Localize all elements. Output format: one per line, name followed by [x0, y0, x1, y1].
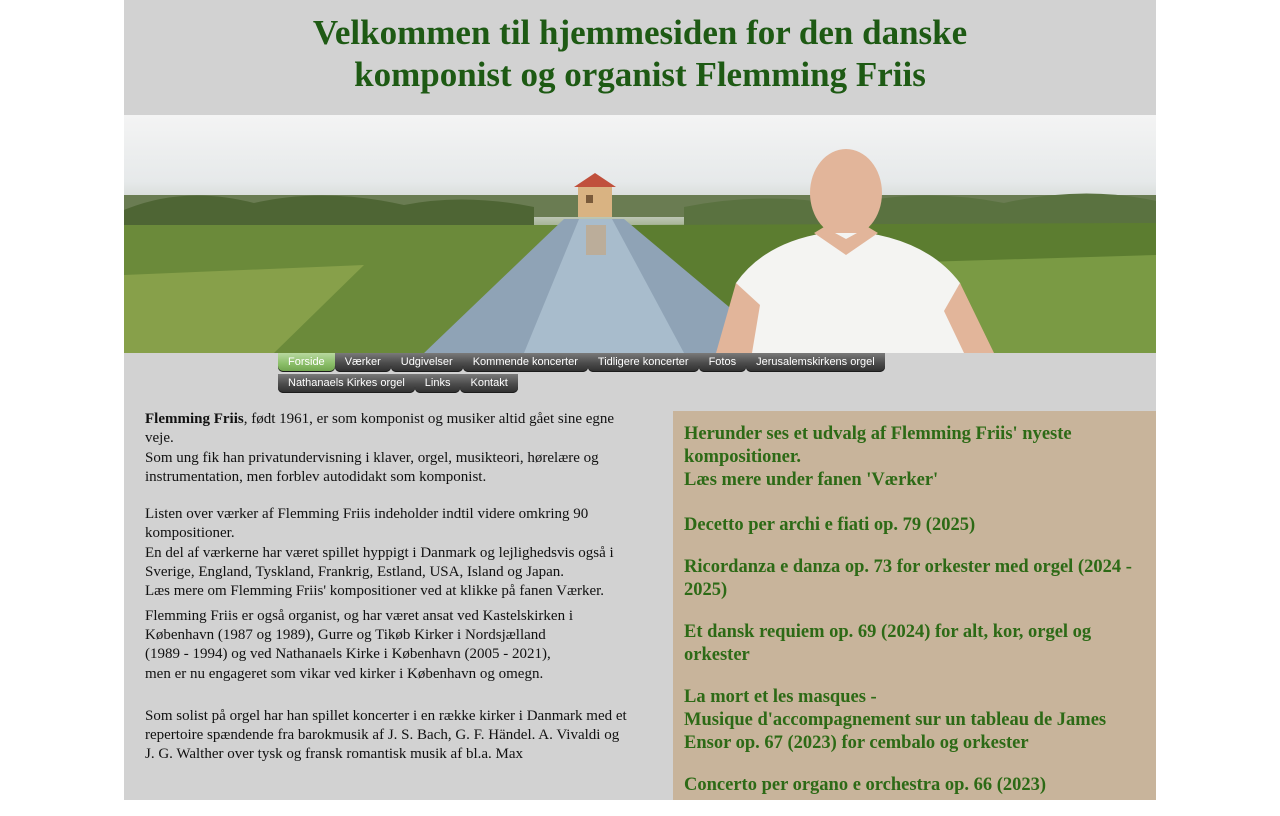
tab-nathanaels-kirkes-orgel[interactable]: Nathanaels Kirkes orgel — [278, 374, 415, 393]
tab-vaerker[interactable]: Værker — [335, 353, 391, 372]
tab-jerusalemskirkens-orgel[interactable]: Jerusalemskirkens orgel — [746, 353, 885, 372]
tab-kontakt[interactable]: Kontakt — [460, 374, 517, 393]
work-item: Et dansk requiem op. 69 (2024) for alt, kor, orgel og orkester — [684, 622, 1092, 665]
works-intro-line1: Herunder ses et udvalg af Flemming Friis' nyeste kompositioner. — [684, 424, 1072, 467]
tab-forside[interactable]: Forside — [278, 353, 335, 372]
work-item: Ricordanza e danza op. 73 for orkester med orgel (2024 - 2025) — [684, 557, 1132, 600]
work-item-subtitle: Musique d'accompagnement sur un tableau de James Ensor op. 67 (2023) for cembalo og orkester — [684, 710, 1107, 753]
bio-paragraph-3 — [145, 607, 631, 684]
page-title-line1: Velkommen til hjemmesiden for den danske — [312, 13, 968, 52]
works-list — [684, 423, 1144, 816]
bio-organist-2: (1989 - 1994) og ved Nathanaels Kirke i København (2005 - 2021), — [145, 646, 551, 663]
bio-works-readmore: Læs mere om Flemming Friis' kompositioner ved at klikke på fanen Værker. — [145, 583, 605, 600]
banner-image — [124, 115, 1156, 353]
work-item: La mort et les masques - — [684, 687, 877, 707]
nav-row-1 — [278, 353, 885, 373]
bio-paragraph-1 — [145, 410, 631, 487]
nav-row-2 — [278, 374, 518, 394]
work-item-group — [684, 686, 1144, 755]
tab-fotos[interactable]: Fotos — [699, 353, 747, 372]
page-title-line2: komponist og organist Flemming Friis — [354, 55, 926, 94]
works-intro — [684, 423, 1144, 492]
bio-organist-3: men er nu engageret som vikar ved kirker i København og omegn. — [145, 665, 544, 682]
bio-works-count: Listen over værker af Flemming Friis indeholder indtil videre omkring 90 kompositioner. — [145, 506, 589, 542]
tab-udgivelser[interactable]: Udgivelser — [391, 353, 463, 372]
bio-intro — [145, 410, 631, 449]
banner-illustration — [124, 115, 1156, 353]
tab-kommende-koncerter[interactable]: Kommende koncerter — [463, 353, 588, 372]
bio-paragraph-4 — [145, 707, 631, 765]
composer-name: Flemming Friis — [145, 411, 244, 427]
page-container — [124, 0, 1156, 800]
tab-links[interactable]: Links — [415, 374, 461, 393]
bio-works-performed: En del af værkerne har været spillet hyppigt i Danmark og lejlighedsvis også i Sverige, England, Tyskland, Frankrig, Estland, USA, Island og Japan. — [145, 544, 614, 581]
work-item: Concerto per organo e orchestra op. 66 (2023) — [684, 775, 1047, 795]
bio-paragraph-2 — [145, 505, 631, 601]
bio-intro-rest: , født 1961, er som komponist og musiker altid gået sine egne veje. — [145, 411, 615, 447]
bio-soloist: Som solist på orgel har han spillet koncerter i en række kirker i Danmark med et repertoire spændende fra barokmusik af J. S. Bach, G. F. Händel. A. Vivaldi og J. G. Walther over tysk og fransk romantisk musik af bl.a. Max — [145, 707, 627, 763]
site-header — [124, 0, 1156, 114]
main-navigation — [278, 353, 1038, 397]
bio-organist-1: Flemming Friis er også organist, og har været ansat ved Kastelskirken i København (1987 og 1989), Gurre og Tikøb Kirker i Nordsjælland — [145, 607, 573, 643]
works-panel — [673, 411, 1156, 800]
works-intro-line2: Læs mere under fanen 'Værker' — [684, 470, 939, 490]
tab-tidligere-koncerter[interactable]: Tidligere koncerter — [588, 353, 699, 372]
bio-column — [145, 410, 631, 783]
bio-training: Som ung fik han privatundervisning i klaver, orgel, musikteori, hørelære og instrumentation, men forblev autodidakt som komponist. — [145, 449, 599, 485]
work-item: Decetto per archi e fiati op. 79 (2025) — [684, 515, 976, 535]
